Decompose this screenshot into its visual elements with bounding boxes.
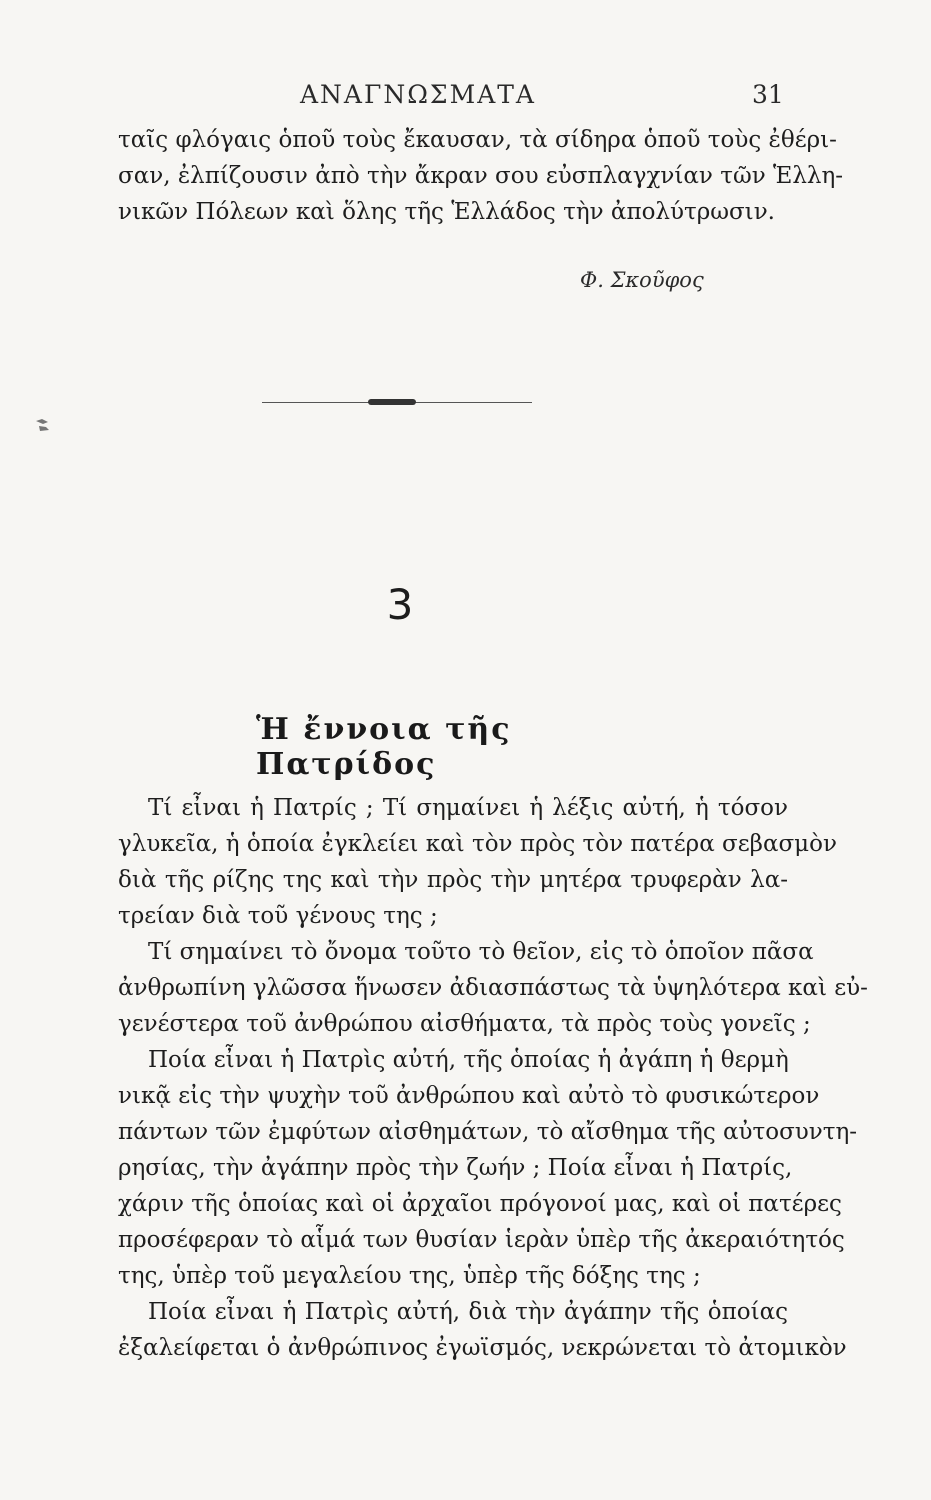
author-signature: Φ. Σκοῦφος	[580, 268, 704, 292]
text-line: ρησίας, τὴν ἀγάπην πρὸς τὴν ζωήν ; Ποία εἶναι ἡ Πατρίς,	[118, 1155, 793, 1181]
text-line: Ποία εἶναι ἡ Πατρὶς αὐτή, τῆς ὁποίας ἡ ἀγάπη ἡ θερμὴ	[148, 1047, 789, 1073]
text-line: τρείαν διὰ τοῦ γένους της ;	[118, 903, 438, 929]
chapter-number: 3	[386, 580, 414, 629]
intro-paragraph	[118, 122, 844, 230]
text-line: νικᾷ εἰς τὴν ψυχὴν τοῦ ἀνθρώπου καὶ αὐτὸ τὸ φυσικώτερον	[118, 1083, 820, 1109]
ink-blot-mark	[34, 418, 52, 432]
text-line: προσέφεραν τὸ αἷμά των θυσίαν ἱερὰν ὑπὲρ τῆς ἀκεραιότητός	[118, 1227, 845, 1253]
text-line: ταῖς φλόγαις ὁποῦ τοὺς ἔκαυσαν, τὰ σίδηρα ὁποῦ τοὺς ἐθέρι-	[118, 127, 837, 153]
text-line: Τί σημαίνει τὸ ὄνομα τοῦτο τὸ θεῖον, εἰς τὸ ὁποῖον πᾶσα	[148, 939, 814, 965]
text-line: Ποία εἶναι ἡ Πατρὶς αὐτή, διὰ τὴν ἀγάπην τῆς ὁποίας	[148, 1299, 788, 1325]
text-line: σαν, ἐλπίζουσιν ἀπὸ τὴν ἄκραν σου εὐσπλαγχνίαν τῶν Ἑλλη-	[118, 163, 844, 189]
text-line: γενέστερα τοῦ ἀνθρώπου αἰσθήματα, τὰ πρὸς τοὺς γονεῖς ;	[118, 1011, 811, 1037]
running-head	[0, 80, 931, 112]
text-line: ἐξαλείφεται ὁ ἀνθρώπινος ἐγωϊσμός, νεκρώνεται τὸ ἀτομικὸν	[118, 1335, 847, 1361]
divider-ornament-icon	[368, 399, 416, 405]
section-divider	[262, 397, 532, 409]
text-line: γλυκεῖα, ἡ ὁποία ἐγκλείει καὶ τὸν πρὸς τὸν πατέρα σεβασμὸν	[118, 831, 837, 857]
text-line: πάντων τῶν ἐμφύτων αἰσθημάτων, τὸ αἴσθημα τῆς αὐτοσυντη-	[118, 1119, 858, 1145]
running-title: ΑΝΑΓΝΩΣΜΑΤΑ	[300, 80, 536, 109]
body-text	[118, 790, 868, 1366]
text-line: νικῶν Πόλεων καὶ ὅλης τῆς Ἑλλάδος τὴν ἀπολύτρωσιν.	[118, 199, 775, 225]
text-line: της, ὑπὲρ τοῦ μεγαλείου της, ὑπὲρ τῆς δόξης της ;	[118, 1263, 701, 1289]
text-line: ἀνθρωπίνη γλῶσσα ἥνωσεν ἀδιασπάστως τὰ ὑψηλότερα καὶ εὐ-	[118, 975, 868, 1001]
text-line: διὰ τῆς ρίζης της καὶ τὴν πρὸς τὴν μητέρα τρυφερὰν λα-	[118, 867, 788, 893]
page-number: 31	[752, 80, 784, 109]
text-line: χάριν τῆς ὁποίας καὶ οἱ ἀρχαῖοι πρόγονοί μας, καὶ οἱ πατέρες	[118, 1191, 842, 1217]
chapter-title: Ἡ ἔννοια τῆς Πατρίδος	[256, 712, 512, 782]
text-line: Τί εἶναι ἡ Πατρίς ; Τί σημαίνει ἡ λέξις αὐτή, ἡ τόσον	[148, 795, 788, 821]
